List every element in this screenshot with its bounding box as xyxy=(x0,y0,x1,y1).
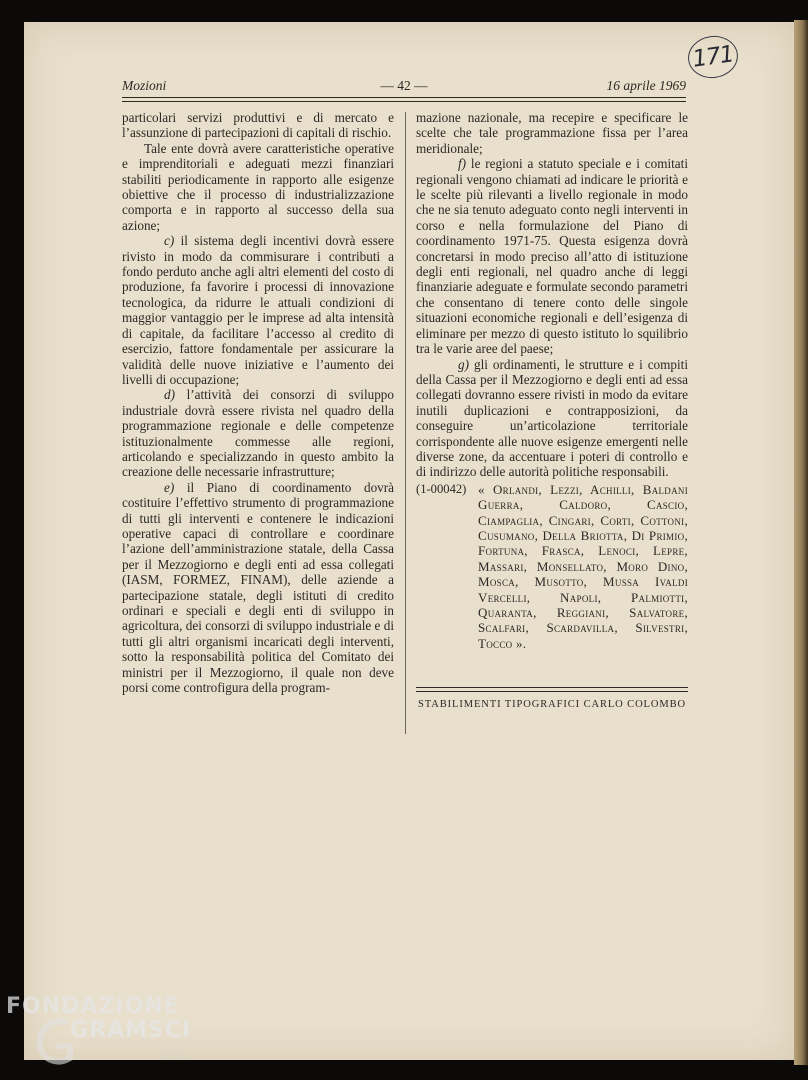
handwritten-page-number: 171 xyxy=(685,33,740,82)
watermark-line-3: onlus xyxy=(160,1052,187,1062)
header-date: 16 aprile 1969 xyxy=(606,78,686,93)
printer-imprint: STABILIMENTI TIPOGRAFICI CARLO COLOMBO xyxy=(418,699,686,710)
item-label: c) xyxy=(164,233,175,249)
signature-block xyxy=(416,482,688,651)
page-edge-shadow xyxy=(794,20,808,1065)
header-page-number: — 42 — xyxy=(380,78,428,93)
paragraph: mazione nazionale, ma recepire e specificare le scelte che tale programmazione fissa per l’area meridionale; xyxy=(416,110,688,156)
item-text: l’attività dei consorzi di sviluppo industriale dovrà essere rivista nel quadro della programmazione regionale e delle competenze istituzionalmente commesse alle regioni, articolando e specializzando in questo ambito la creazione delle necessarie infrastrutture; xyxy=(122,387,394,480)
item-label: e) xyxy=(164,479,175,495)
footer-double-rule xyxy=(416,687,688,692)
watermark xyxy=(0,990,220,1080)
item-label: g) xyxy=(458,356,469,372)
paragraph-item-d xyxy=(122,387,394,479)
item-text: le regioni a statuto speciale e i comitati regionali vengono chiamati ad indicare le priorità e le scelte più rilevanti a livello regionale in modo che ne sia tenuto adeguato conto negli interventi in corso e nella formulazione del Piano di coordinamento 1971-75. Questa esigenza dovrà concretarsi in modo preciso all’atto di istituzione degli enti regionali, nel quadro anche di leggi finanziarie adeguate e formulate secondo parametri che consentano di tenere conto delle singole situazioni economiche regionali e dell’esigenza di eliminare per mezzo di questo istituto lo squilibrio tra le varie aree del paese; xyxy=(416,156,688,357)
watermark-line-2: GRAMSCI xyxy=(70,1018,192,1043)
item-text: il sistema degli incentivi dovrà essere rivisto in modo da commisurare i contributi a fondo perduto anche agli altri elementi del costo di produzione, fa favorire i processi di innovazione tecnologica, da ridurre le attuali condizioni di maggior vantaggio per le imprese ad alta intensità di capitale, da facilitare l’accesso al credito di esercizio, fattore fondamentale per assicurare la validità delle nuove iniziative e l’aumento dei livelli di occupazione; xyxy=(122,233,394,387)
item-label: d) xyxy=(164,387,175,403)
paragraph-item-c xyxy=(122,233,394,387)
motion-code: (1-00042) xyxy=(416,481,467,496)
header-section-title: Mozioni xyxy=(122,78,167,93)
left-column xyxy=(122,110,394,695)
paragraph-item-f xyxy=(416,156,688,356)
paragraph: Tale ente dovrà avere caratteristiche operative e imprenditoriali e adeguati mezzi finanziari stabiliti periodicamente in rapporto alle esigenze obiettive che il processo di industrializzazione comporta e in rapporto al successo della sua azione; xyxy=(122,140,394,233)
item-text: gli ordinamenti, le strutture e i compiti della Cassa per il Mezzogiorno e degli enti ad essa collegati dovranno essere rivisti in modo da evitare inutili duplicazioni e contrapposizioni, da conseguire un’articolazione territoriale corrispondente alle nuove esigenze emergenti nelle diverse zone, da accentuare i poteri di controllo e di indirizzo delle autorità politiche responsabili. xyxy=(416,356,688,480)
item-text: il Piano di coordinamento dovrà costituire l’effettivo strumento di programmazione di tutti gli interventi e contenere le indicazioni operative capaci di controllare e coordinare l’azione dell’amministrazione statale, della Cassa per il Mezzogiorno e degli enti ad essa collegati (IASM, FORMEZ, FINAM), delle aziende a partecipazione statale, degli istituti di credito ordinari e speciali e degli enti di sviluppo in agricoltura, dei consorzi di sviluppo industriale e di tutti gli altri organismi incaricati degli interventi, sotto la responsabilità politica del Comitato dei ministri per il Mezzogiorno, il quale non deve porsi come controfigura della program- xyxy=(122,479,394,696)
watermark-line-1: FONDAZIONE xyxy=(6,994,180,1019)
right-column xyxy=(416,110,688,651)
signatories-list: « Orlandi, Lezzi, Achilli, Baldani Guerra, Caldoro, Cascio, Ciampaglia, Cingari, Corti, Cottoni, Cusumano, Della Briotta, Di Primio, Fortuna, Frasca, Lenoci, Lepre, Massari, Monsellato, Moro Dino, Mosca, Musotto, Mussa Ivaldi Vercelli, Napoli, Palmiotti, Quaranta, Reggiani, Salvatore, Scalfari, Scardavilla, Silvestri, Tocco ». xyxy=(478,481,688,651)
paragraph-item-e xyxy=(122,480,394,696)
paragraph: particolari servizi produttivi e di mercato e l’assunzione di partecipazioni di capitali di rischio. xyxy=(122,110,394,141)
running-header xyxy=(122,78,686,98)
paragraph-item-g xyxy=(416,357,688,480)
item-label: f) xyxy=(458,156,467,172)
header-double-rule xyxy=(122,97,686,102)
column-divider xyxy=(405,112,406,734)
